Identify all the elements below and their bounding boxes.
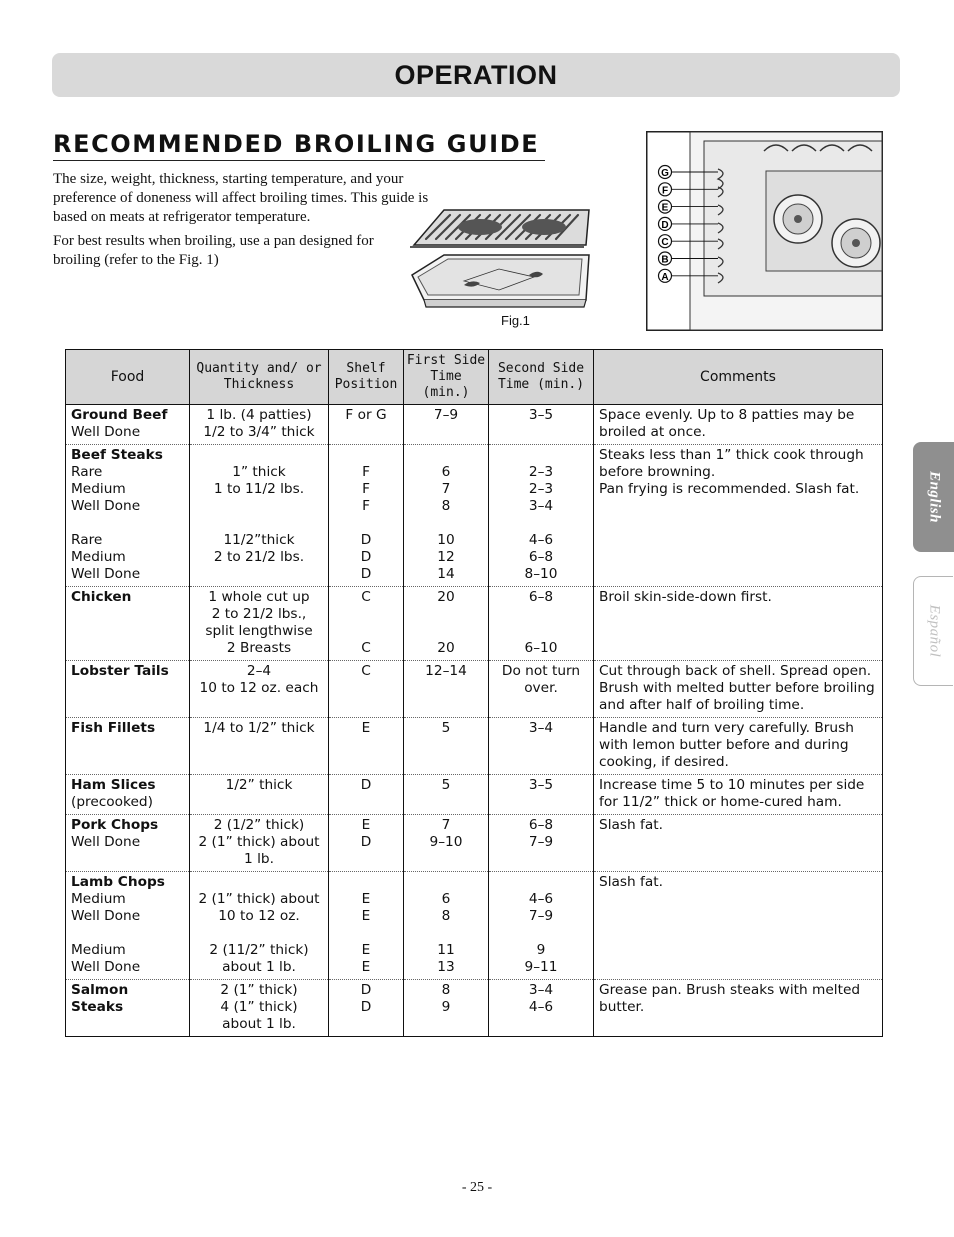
food-doneness: Well Done (71, 834, 141, 850)
table-row (66, 980, 883, 1037)
first-side-cell: 5 (404, 718, 489, 775)
table-row (66, 445, 883, 587)
quantity-cell: 2–4 10 to 12 oz. each (190, 661, 329, 718)
figure-label: Fig.1 (501, 313, 530, 328)
food-cell (66, 815, 190, 872)
guide-title: RECOMMENDED BROILING GUIDE (53, 128, 545, 161)
intro-paragraph-2: For best results when broiling, use a pan designed for broiling (refer to the Fig. 1) (53, 233, 374, 268)
food-name: Salmon Steaks (71, 982, 129, 1015)
food-name: Pork Chops (71, 817, 159, 833)
second-side-cell: 4–6 7–9 9 9–11 (489, 872, 594, 980)
first-side-cell: 6 8 11 13 (404, 872, 489, 980)
quantity-cell: 1 whole cut up 2 to 21/2 lbs., split lengthwise 2 Breasts (190, 587, 329, 661)
comments-cell: Grease pan. Brush steaks with melted butter. (594, 980, 883, 1037)
header-food: Food (66, 350, 190, 405)
section-title: OPERATION (394, 60, 558, 90)
intro-paragraph-1: The size, weight, thickness, starting temperature, and your preference of doneness will affect broiling times. This guide is based on meats at refrigerator temperature. (53, 171, 429, 225)
food-doneness: Medium Well Done Medium Well Done (71, 891, 141, 975)
oven-shelf-diagram (646, 131, 883, 331)
table-row (66, 405, 883, 445)
shelf-cell: E D (329, 815, 404, 872)
table-row (66, 718, 883, 775)
first-side-cell: 7–9 (404, 405, 489, 445)
first-side-cell: 7 9–10 (404, 815, 489, 872)
table-row (66, 775, 883, 815)
food-name: Chicken (71, 589, 132, 605)
food-cell (66, 661, 190, 718)
first-side-cell: 6 7 8 10 12 14 (404, 445, 489, 587)
header-comments: Comments (594, 350, 883, 405)
comments-cell: Steaks less than 1” thick cook through before browning. Pan frying is recommended. Slash fat. (594, 445, 883, 587)
tab-espanol[interactable] (913, 576, 953, 686)
page-number: - 25 - (461, 1180, 493, 1195)
shelf-marker-letter: F (661, 185, 669, 197)
tab-english[interactable] (913, 442, 954, 552)
comments-cell: Increase time 5 to 10 minutes per side for 11/2” thick or home-cured ham. (594, 775, 883, 815)
tab-espanol-label: Español (926, 604, 942, 658)
section-banner (52, 53, 900, 97)
food-cell (66, 587, 190, 661)
second-side-cell: 2–3 2–3 3–4 4–6 6–8 8–10 (489, 445, 594, 587)
second-side-cell: 6–8 7–9 (489, 815, 594, 872)
quantity-cell: 2 (1” thick) 4 (1” thick) about 1 lb. (190, 980, 329, 1037)
intro-text (53, 170, 453, 275)
header-first-side: First Side Time (min.) (404, 350, 489, 405)
comments-cell: Slash fat. (594, 815, 883, 872)
table-row (66, 661, 883, 718)
food-cell (66, 405, 190, 445)
food-cell (66, 775, 190, 815)
second-side-cell: Do not turn over. (489, 661, 594, 718)
shelf-marker-letter: C (661, 237, 669, 249)
shelf-marker-letter: B (661, 254, 669, 266)
food-name: Lobster Tails (71, 663, 169, 679)
comments-cell: Handle and turn very carefully. Brush with lemon butter before and during cooking, if desired. (594, 718, 883, 775)
table-header-row (66, 350, 883, 405)
header-shelf: Shelf Position (329, 350, 404, 405)
broiling-guide-table (65, 349, 883, 1037)
shelf-marker-letter: A (661, 271, 669, 283)
first-side-cell: 5 (404, 775, 489, 815)
food-cell (66, 980, 190, 1037)
food-doneness: Well Done (71, 424, 141, 440)
shelf-cell: F F F D D D (329, 445, 404, 587)
quantity-cell: 1/2” thick (190, 775, 329, 815)
header-second-side: Second Side Time (min.) (489, 350, 594, 405)
quantity-cell: 2 (1/2” thick) 2 (1” thick) about 1 lb. (190, 815, 329, 872)
food-name: Lamb Chops (71, 874, 165, 890)
shelf-cell: E (329, 718, 404, 775)
quantity-cell: 2 (1” thick) about 10 to 12 oz. 2 (11/2” thick) about 1 lb. (190, 872, 329, 980)
second-side-cell: 3–5 (489, 775, 594, 815)
first-side-cell: 12–14 (404, 661, 489, 718)
shelf-marker-letter: D (661, 219, 669, 231)
food-cell (66, 872, 190, 980)
second-side-cell: 3–5 (489, 405, 594, 445)
food-cell (66, 718, 190, 775)
food-name: Fish Fillets (71, 720, 156, 736)
comments-cell: Space evenly. Up to 8 patties may be broiled at once. (594, 405, 883, 445)
quantity-cell: 1 lb. (4 patties) 1/2 to 3/4” thick (190, 405, 329, 445)
shelf-cell: F or G (329, 405, 404, 445)
second-side-cell: 3–4 4–6 (489, 980, 594, 1037)
food-name: Ground Beef (71, 407, 168, 423)
quantity-cell: 1/4 to 1/2” thick (190, 718, 329, 775)
table-row (66, 587, 883, 661)
shelf-cell: D D (329, 980, 404, 1037)
comments-cell: Cut through back of shell. Spread open. Brush with melted butter before broiling and after half of broiling time. (594, 661, 883, 718)
food-name: Ham Slices (71, 777, 156, 793)
tab-english-label: English (926, 471, 942, 523)
shelf-marker-letter: G (661, 168, 669, 179)
broiler-pan-illustration (404, 205, 594, 313)
table-row (66, 815, 883, 872)
second-side-cell: 3–4 (489, 718, 594, 775)
shelf-marker-letter: E (661, 202, 669, 214)
food-cell (66, 445, 190, 587)
comments-cell: Slash fat. (594, 872, 883, 980)
table-row (66, 872, 883, 980)
shelf-cell: D (329, 775, 404, 815)
food-doneness: (precooked) (71, 794, 153, 810)
food-name: Beef Steaks (71, 447, 163, 463)
header-quantity: Quantity and/ or Thickness (190, 350, 329, 405)
food-doneness: Rare Medium Well Done Rare Medium Well Done (71, 464, 141, 582)
shelf-cell: E E E E (329, 872, 404, 980)
shelf-cell: C C (329, 587, 404, 661)
first-side-cell: 20 20 (404, 587, 489, 661)
quantity-cell: 1” thick 1 to 11/2 lbs. 11/2”thick 2 to 21/2 lbs. (190, 445, 329, 587)
second-side-cell: 6–8 6–10 (489, 587, 594, 661)
shelf-cell: C (329, 661, 404, 718)
first-side-cell: 8 9 (404, 980, 489, 1037)
comments-cell: Broil skin-side-down first. (594, 587, 883, 661)
